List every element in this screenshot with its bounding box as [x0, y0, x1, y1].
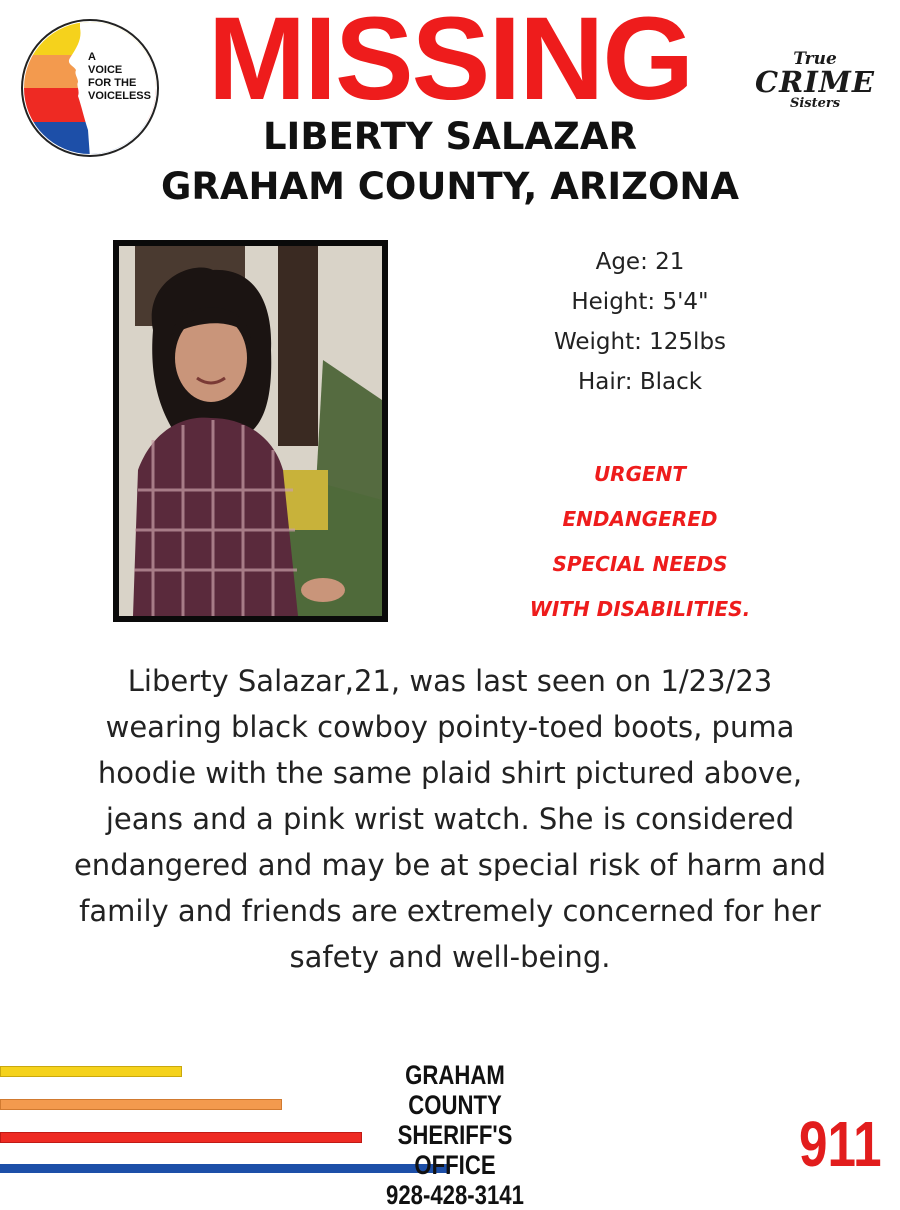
logo-line-for-the: FOR THE: [88, 77, 137, 89]
true-crime-sisters-logo: [740, 50, 890, 112]
agency-contact: [340, 1060, 570, 1210]
missing-title: MISSING: [207, 0, 693, 125]
alert-special-needs: SPECIAL NEEDS: [552, 552, 728, 576]
partner-logo-line3: Sisters: [789, 96, 841, 111]
logo-line-voiceless: VOICELESS: [88, 90, 151, 102]
stat-weight: Weight: 125lbs: [553, 329, 727, 355]
description-line: hoodie with the same plaid shirt pictured above,: [97, 756, 803, 790]
agency-office: SHERIFF'S OFFICE: [397, 1120, 513, 1180]
partner-logo-line2: CRIME: [755, 65, 875, 99]
description-line: jeans and a pink wrist watch. She is considered: [105, 802, 795, 836]
alert-urgent: URGENT: [593, 462, 687, 486]
description-line: safety and well-being.: [289, 940, 611, 974]
description-line: wearing black cowboy pointy-toed boots, puma: [105, 710, 795, 744]
agency-phone: 928-428-3141: [386, 1180, 524, 1210]
alert-endangered: ENDANGERED: [562, 507, 718, 531]
red-bar: [0, 1132, 362, 1143]
missing-person-name: LIBERTY SALAZAR: [262, 115, 637, 158]
alert-disabilities: WITH DISABILITIES.: [529, 597, 751, 621]
description-line: family and friends are extremely concerned for her: [79, 894, 821, 928]
missing-person-photo: [113, 240, 388, 622]
stat-height: Height: 5'4": [571, 289, 709, 315]
orange-bar: [0, 1099, 282, 1110]
description-line: Liberty Salazar,21, was last seen on 1/23/23: [127, 664, 773, 698]
emergency-number: 911: [799, 1108, 882, 1180]
partner-logo-line1: True: [793, 49, 837, 69]
description-line: endangered and may be at special risk of harm and: [73, 848, 827, 882]
logo-line-a: A: [88, 51, 96, 63]
location: GRAHAM COUNTY, ARIZONA: [160, 165, 740, 208]
stat-age: Age: 21: [595, 249, 685, 275]
description: [0, 658, 900, 980]
yellow-bar: [0, 1066, 182, 1077]
agency-name: GRAHAM COUNTY: [405, 1060, 505, 1120]
logo-line-voice: VOICE: [88, 64, 123, 76]
stat-hair: Hair: Black: [577, 369, 703, 395]
